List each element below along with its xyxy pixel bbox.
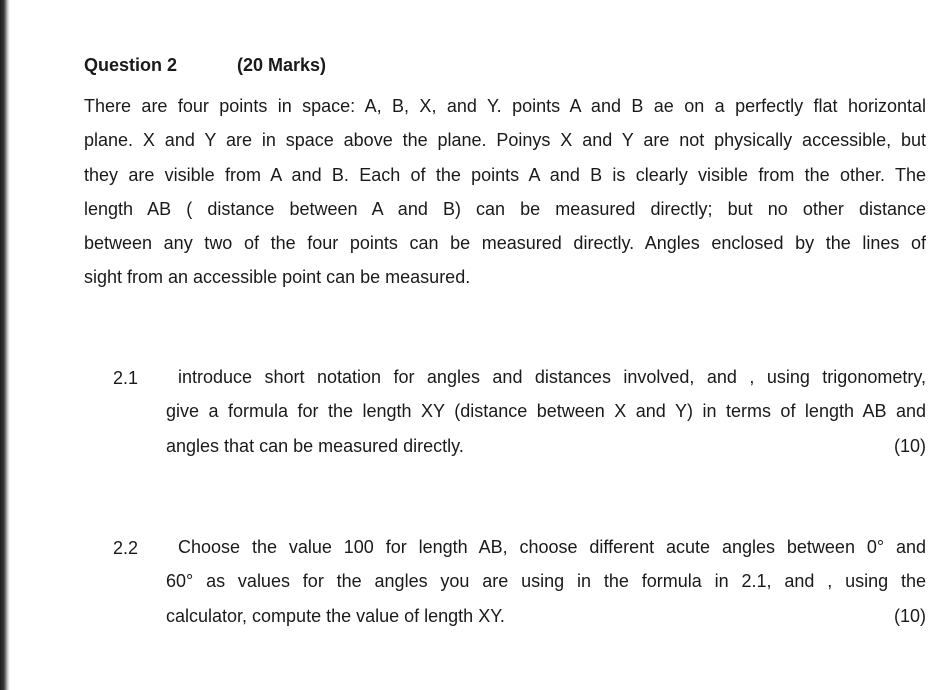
question-marks: (20 Marks) [237,55,327,75]
subquestion-line: calculator, compute the value of length XY. [166,605,505,626]
question-intro-paragraph [84,89,926,295]
subquestion-line: give a formula for the length XY (distance between X and Y) in terms of length AB and [166,401,926,422]
intro-line: they are visible from A and B. Each of the points A and B is clearly visible from the other. The [84,164,926,185]
subquestion-marks: (10) [893,605,926,626]
intro-line: plane. X and Y are in space above the plane. Poinys X and Y are not physically accessible, but [84,130,926,151]
subquestion-line: angles that can be measured directly. [166,435,464,456]
intro-line: There are four points in space: A, B, X, and Y. points A and B ae on a perfectly flat horizontal [84,96,926,116]
subquestion-number: 2.1 [113,368,139,388]
subquestion-last-row [166,599,926,633]
intro-line: sight from an accessible point can be measured. [84,267,471,288]
subquestion-line: 60° as values for the angles you are using in the formula in 2.1, and , using the [166,571,926,592]
question-title: Question 2 [84,55,178,75]
intro-line: between any two of the four points can be measured directly. Angles enclosed by the lines of [84,233,926,254]
subquestion-number: 2.2 [113,538,139,558]
intro-line: length AB ( distance between A and B) can be measured directly; but no other distance [84,198,926,219]
subquestion-last-row [166,429,926,463]
subquestion-marks: (10) [893,435,926,456]
question-heading [84,55,327,76]
subquestion-line: Choose the value 100 for length AB, choose different acute angles between 0° and [178,537,926,557]
subquestion-line: introduce short notation for angles and distances involved, and , using trigonometry, [178,367,926,387]
page-edge-shadow [0,0,10,690]
subquestion-body [166,360,926,463]
subquestion-body [166,530,926,633]
